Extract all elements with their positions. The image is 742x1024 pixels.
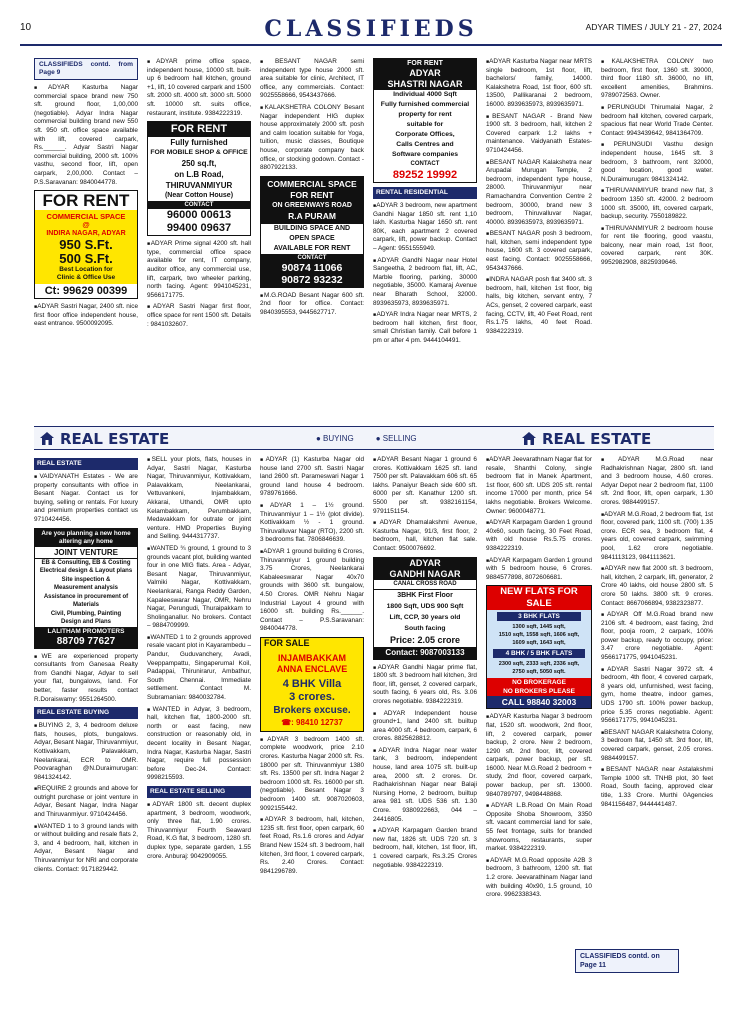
top-c3-list-c: [260, 292, 364, 318]
classified-listing: ■ PERUNGUDI Thirumalai Nagar, 2 bedroom hall kitchen, covered carpark, spacious flat near World Trade Center. Contact: 9943439642, 9841364709.: [601, 104, 713, 138]
ad-phone: 89252 19992: [392, 169, 458, 181]
ad-phone: 88709 77627: [35, 636, 137, 648]
ad-heading: FOR SALE: [264, 637, 310, 648]
bottom-c3-list: [260, 456, 364, 634]
banner-tags: [316, 434, 439, 443]
classified-listing: ■ WANTED in Adyar, 3 bedroom, hall, kitchen flat, 1800-2000 sft. north or east facing, new construction or reasonably old, in decent locality in Besant Nagar, Indra Nagar, Kasturba Nagar, Sastri Nagar, require full possession before Dec-24. Contact: 9998215593.: [147, 706, 251, 783]
classified-listing: ■ ADYAR 1800 sft. decent duplex apartment, 3 bedroom, woodwork, only three flat, 1.90 crores. Thiruvanmiyur Fourth Seaward Road, K.G flat, 3 bedroom, 1280 sft. duplex type, separate garden, 1.55 crore. Anburaj: 9042909055.: [147, 801, 251, 861]
ad-phone-2: 90872 93232: [261, 274, 363, 287]
ad-sub-1: 3 BHK FLATS: [497, 612, 581, 621]
ad-line-3: Site inspection &: [61, 576, 111, 583]
top-column-1: [34, 58, 138, 418]
bottom-c3-list-b: [260, 736, 364, 877]
classified-listing: ■ ADYAR Sastri Nagar first floor, office space for rent 1500 sft. Details : 9841032607.: [147, 303, 251, 329]
ad-line-3: ON GREENWAYS ROAD: [261, 201, 363, 211]
classified-listing: ■ WANTED ¾ ground, 1 ground to 3 grounds vacant plot, building wanted four in one MIG flats. Area - Adyar, Besant Nagar, Thiruvanmiyur, Valmiki Nagar, Kottivakkam, Neelankarai, Ranga Reddy Garden, Kapaleeswarar Nagar, OMR, Nehru Nagar, Perungudi, Thuraipakkam to Sholinganallur. No brokers. Contact – 9884709999.: [147, 545, 251, 631]
ad-joint-venture: [34, 528, 138, 649]
classified-listing: ■ BESANT NAGAR Kalakshetra near Arupadai Murugan Temple, 2 bedroom, independent type house, 28000. Thiruvanmiyur near Ramachandra Convention Centre 2 bedroom, 30000, brand new 3 bedroom, Thiruvalluvar Nagar, 40000. 8939635973, 8939635971.: [486, 159, 592, 228]
classified-listing: ■ BUYING 2, 3, 4 bedroom deluxe flats, houses, plots, bungalows. Adyar, Besant Nagar, Thiruvanmiyur, Kottivakkam, Palavakkam, Neelankarai, ECR to OMR. Poovaraghan @N.Duraimurugan: 9841324142.: [34, 722, 138, 782]
classified-listing: ■ ADYAR Indra Nagar near MRTS, 2 bedroom hall kitchen, first floor, small Christian family. Call before 1 pm or after 4 pm. 9444104491.: [373, 311, 477, 345]
ad-line-5: Brokers excuse.: [273, 704, 351, 716]
ad-line-1: Fully furnished: [170, 138, 228, 148]
bottom-c5-list: [486, 456, 592, 582]
ad-note-1: NO BROKERAGE: [487, 678, 591, 687]
ad-line-6: OPEN SPACE: [289, 234, 335, 242]
top-c2-list-c: [147, 303, 251, 329]
ad-phone: Ct: 99629 00399: [44, 285, 128, 298]
ad-line-3: Lift, CCP, 30 years old: [389, 613, 461, 621]
top-column-3: [260, 58, 364, 418]
bottom-column-5: [486, 456, 592, 1016]
ad-line-2: Fully furnished commercial: [380, 101, 470, 108]
ad-line-3: 250 sq.ft,: [181, 159, 217, 169]
ad-line-8: Design and Plans: [60, 619, 111, 626]
ad-line-4: Measurement analysis: [53, 585, 119, 592]
classified-listing: ■ ADYAR (1) Kasturba Nagar old house land 2700 sft. Sastri Nagar land 2600 sft. Parameswari Nagar 1 ground land house 4 bedroom. 9789761666.: [260, 456, 364, 499]
ad-heading-2: GANDHI NAGAR: [374, 569, 476, 580]
classified-listing: ■ ADYAR 3 bedroom, new apartment Gandhi Nagar 1850 sft. rent 1,10 lakh. Kasturba Nagar 1650 sft. rent 80K, each apartment 2 covered carpark, lift, power backup. Contact – Agent: 9551555949.: [373, 202, 477, 254]
classified-listing: ■ SELL your plots, flats, houses in Adyar, Sastri Nagar, Kasturba Nagar, Thiruvanmiyur, Kottivakkam, Palavakkam, Neelankarai, Vettuvankeni, Injambakkam, Akkarai, Uthandi, OMR upto Kelambakkam, Perumbakkam, Medavakkam for outrate or joint venture. HMD Properties Buying and Selling. 9444317737.: [147, 456, 251, 542]
classified-listing: ■ WANTED 1 to 2 grounds approved resale vacant plot in Kayarambedu – Pandur, Guduvanchery, Avadi, Veeppampattu, Singaperumal Koil, Padappai, Thirunirarur, Ambathur, South Chennai. Immediate settlement. Contact M. Subramanian: 9840032784.: [147, 634, 251, 703]
classified-listing: ■ ADYAR Karpagam Garden brand new flat, 1826 sft. UDS 720 sft. 3 bedroom, hall, kitchen, 1st floor, lift, 1 covered carpark, Rs.3.25 Crores negotiable. 9384222319.: [373, 827, 477, 870]
ad-line-7: Civil, Plumbing, Painting: [50, 610, 122, 617]
classified-listing: ■ ADYAR Independent house ground+1, land 2400 sft. builtup area 4000 sft. 4 bedroom, carpark, 6 crores. 8825628812.: [373, 710, 477, 744]
classified-listing: ■ ADYAR M.G.Road near Radhakrishnan Nagar, 2800 sft. land and 3 bedroom house, 4.60 crores. Adyar Depot near 2 bedroom flat, 1100 sft. 2nd floor, lift, open carpark, 1.30 crores. 9884499157.: [601, 456, 713, 508]
classified-listing: ■ BESANT NAGAR - Brand New 1900 sft. 3 bedroom, hall, kitchen 2 Covered carpark 1.2 lakhs + maintenance. Vaidyanath Estates- 9710424456.: [486, 113, 592, 156]
ad-line-5: Corporate Offices,: [395, 131, 455, 138]
ad-line-4: 2300 sqft, 2333 sqft, 2336 sqft,: [498, 661, 580, 668]
masthead-rule: [20, 44, 722, 46]
classified-listing: ■ ADYAR Dhamalakshmi Avenue, Kasturba Nagar, 91/3, first floor, 2 bedroom, hall, kitchen flat sale. Contact: 9500076692.: [373, 519, 477, 553]
top-column-5: [486, 58, 592, 418]
bottom-column-3: [260, 456, 364, 1016]
top-c2-list: [147, 58, 251, 118]
banner-right-title: REAL ESTATE: [542, 430, 652, 448]
ad-note-1: Best Location for: [59, 266, 113, 274]
classified-listing: ■ ADYAR 3 bedroom, hall, kitchen, 1235 sft. first floor, open carpark, 60 feet Road, Rs.1.6 crores and Adyar Brand New 1524 sft. 3 bedroom, hall kitchen, 3rd floor, 1 covered carpark, Rs. 2.40 Crores. Contact: 9841296789.: [260, 816, 364, 876]
ad-line-2: 1800 Sqft, UDS 900 Sqft: [386, 602, 464, 610]
top-c1-list-b: [34, 303, 138, 329]
classified-listing: ■ BESANT NAGAR semi independent type house 2000 sft. area suitable for clinic, Architect, IT office, any commercials. Contact: 9025558666, 9543437666.: [260, 58, 364, 101]
classified-listing: ■ ADYAR Prime signal 4200 sft. hall type, commercial office space available for rent, IT company, auditor office, any commercial use, lift, carpark, two wheeler parking, north facing. Agent: 9941045231, 9566171775.: [147, 240, 251, 300]
ad-line-4: suitable for: [406, 121, 444, 128]
date-line: ADYAR TIMES / JULY 21 - 27, 2024: [585, 22, 722, 32]
ad-size-1: 950 S.Ft.: [59, 237, 113, 253]
top-c2-list-b: [147, 240, 251, 300]
classified-listing: ■ ADYAR 3 bedroom 1400 sft. complete woodwork, price 2.10 crores. Kasturba Nagar 2000 sft. Rs. 18000 per sft. Thiruvanmiyur 1380 sft. Rs. 13500 per sft. Indra Nagar 2 bedroom 1000 sft. Rs. 16000 per sft. (negotiable). Besant Nagar 3 bedroom 1400 sft. 9087020603, 9092155442.: [260, 736, 364, 813]
classified-listing: ■ ADYAR Karpagam Garden 1 ground with 5 bedroom house, 6 Crores. 9884577898, 8072606681.: [486, 557, 592, 583]
ad-injambakkam-villa: [260, 637, 364, 732]
classified-listing: ■ WE are experienced property consultants from Ganesaa Realty from Gandhi Nagar, Adyar to sell your flat, bungalows, land. For better, faster results contact R.Doraiswamy: 9551264500.: [34, 653, 138, 705]
ad-phone-2: 99400 09637: [166, 222, 232, 235]
bottom-c1-list: [34, 473, 138, 525]
bottom-column-1: [34, 456, 138, 1016]
classified-listing: ■ BESANT NAGAR Kalakshetra Colony, 3 bedroom flat, 1450 sft. 3rd floor, lift, covered carpark, genset, 2.05 crores. 9884499157.: [601, 729, 713, 763]
classified-listing: ■ REQUIRE 2 grounds and above for outright purchase or joint venture in Adyar, Besant Nagar, Indra Nagar and Thiruvanmiyur. 9710424456.: [34, 785, 138, 819]
ad-phone-1: 90874 11066: [261, 262, 363, 274]
ad-line-5: BUILDING SPACE AND: [273, 224, 351, 232]
house-icon: [520, 430, 538, 446]
ad-line-4: on L.B Road,: [174, 170, 224, 180]
ad-line-6: Calls Centres and: [396, 141, 454, 148]
ad-line-3: property for rent: [398, 111, 452, 118]
ad-line-6: (Near Cotton House): [164, 192, 234, 200]
ad-title: JOINT VENTURE: [35, 547, 137, 559]
ad-subheading: COMMERCIAL SPACE: [46, 212, 126, 222]
ad-heading-2: ADYAR: [374, 68, 476, 79]
classified-listing: ■ KALAKSHETRA COLONY Besant Nagar independent HIG duplex house approximately 2000 sft. posh and calm location suitable for Yoga, tuition, music classes, Boutique house, corporate company back office, or stocking godown. Contact - 8807922133.: [260, 104, 364, 173]
classified-listing: ■ ADYAR Gandhi Nagar prime flat, 1800 sft. 3 bedroom hall kitchen, 3rd floor, lift, genset, 2 covered carpark, south facing, 6 years old, Rs. 3.06 crores negotiable. 9384222319.: [373, 664, 477, 707]
bottom-c4-list-b: [373, 664, 477, 871]
classified-listing: ■ ADYAR L.B.Road On Main Road Opposite Shoba Showroom, 3350 sft. vacant commercial land for sale, 55 feet frontage, suits for branded showrooms, restaurants, super market. 9384222319.: [486, 802, 592, 854]
ad-line-1: 1300 sqft, 1445 sqft,: [512, 624, 566, 631]
ad-contact-label: CONTACT: [148, 201, 250, 209]
ad-line-1: Individual 4000 Sqft: [393, 91, 457, 98]
ad-note-2: Clinic & Office Use: [56, 274, 116, 282]
ad-location: INDIRA NAGAR, ADYAR: [46, 230, 126, 238]
classified-listing: ■ ADYAR Sastri Nagar 3972 sft. 4 bedroom, 4th floor, 4 covered carpark, 8 years old, unfurnished, west facing, gym, home theatre, indoor games, UDS 1790 sft. 100% power backup, price 5.35 crores negotiable. Agent: 9566171775, 9941045231.: [601, 666, 713, 726]
ad-contact-label: CONTACT: [410, 161, 440, 167]
house-icon: [38, 430, 56, 446]
ad-line-6: Materials: [72, 602, 99, 609]
classified-listing: ■ PERUNGUDI Vasthu design independent house, 1645 sft. 3 bedroom, 3 bathroom, rent 32000, good location, good water. N.Duraimurugan: 9841324142.: [601, 141, 713, 184]
ad-price: Price: 2.05 crore: [389, 634, 461, 645]
masthead: [20, 14, 722, 48]
ad-line-1: 3BHK First Floor: [397, 591, 453, 599]
ad-heading-3: CANAL CROSS ROAD: [374, 580, 476, 590]
section-heading-selling: REAL ESTATE SELLING: [147, 786, 251, 798]
tag-buying: ● BUYING: [316, 434, 354, 443]
ad-contact-label: CONTACT: [261, 254, 363, 262]
ad-heading-3: SHASTRI NAGAR: [374, 79, 476, 90]
classified-listing: ■ ADYAR Gandhi Nagar near Hotel Sangeetha, 2 bedroom flat, lift, AC, Marble flooring, parking, 30000 negotiable, 35000. Kamaraj Avenue near Bharath School, 32000. 8939635973, 8939635971.: [373, 257, 477, 309]
ad-heading: NEW FLATS FOR SALE: [487, 586, 591, 610]
classified-listing: ■ INDRA NAGAR posh flat 3400 sft. 3 bedroom, hall, kitchen 1st floor, big halls, big kitchen, servant entry, 7 ACs, genset, 2 covered carpark, east facing, CCTV, lift, 40 Feet Road, rent Rs.1.75 lakhs, 40 feet Road. 9384222319.: [486, 276, 592, 336]
tag-selling: ● SELLING: [375, 434, 417, 443]
ad-line-2: FOR RENT: [261, 190, 363, 201]
classified-listing: ■ THIRUVANMIYUR brand new flat, 3 bedroom 1350 sft. 42000. 2 bedroom 1000 sft. 35000, lift, covered carpark, backup, security. 7550189822.: [601, 187, 713, 221]
top-c1-list: [34, 84, 138, 187]
ad-line-2: 1510 sqft, 1558 sqft, 1606 sqft,: [498, 632, 580, 639]
classified-listing: ■ KALAKSHETRA COLONY two bedroom, first floor, 1360 sft. 39000, third floor 1180 sft. 36000, no lift, excellent amenities, Brahmins. 9789072563. Owner.: [601, 58, 713, 101]
ad-phone: Contact: 9087003133: [374, 647, 476, 659]
bottom-c2-list-b: [147, 801, 251, 861]
bottom-c1-list-c: [34, 722, 138, 874]
contd-on-link[interactable]: CLASSIFIEDS contd. on Page 11: [575, 949, 679, 973]
classified-listing: ■ ADYAR new flat 2000 sft. 3 bedroom, hall, kitchen, 2 carpark, lift, generator, 2 Crore 40 lakhs, old house 2800 sft. 5 crore 50 lakhs. 3800 sft. 9 crores. Contact: 8667066894, 9382323877.: [601, 565, 713, 608]
ad-company: LALITHAM PROMOTERS: [35, 627, 137, 636]
bottom-column-2: [147, 456, 251, 1016]
ad-heading: Are you planning a new home altering any home: [35, 529, 137, 547]
top-c4-list: [373, 202, 477, 346]
classified-listing: ■ ADYAR prime office space, independent house, 10000 sft. built-up 6 bedroom hall kitchen, ground +1, lift, 10 covered carpark and 1500 sft. 2000 sft. 4000 sft. 3000 sft. 5000 sft. 10000 sft. suits office, restaurant, institute. 9384222319.: [147, 58, 251, 118]
classified-listing: ■ THIRUVANMIYUR 2 bedroom house for rent tile flooring, good vaastu, balcony, near main road, 1st floor, covered carpark, rent 30K. 9952982908, 8825939646.: [601, 225, 713, 268]
classified-listing: ■ WANTED 1 to 3 ground lands with or without building and resale flats 2, 3, and 4 bedroom, hall, kitchen in Adyar, Besant Nagar and Thiruvanmiyur for NRI and corporate clients. Contact: 9171829442.: [34, 823, 138, 875]
section-heading-rental: RENTAL RESIDENTIAL: [373, 187, 477, 199]
ad-heading: ADYAR: [374, 558, 476, 569]
ad-line-5: 2750 sqft, 5050 sqft.: [512, 669, 566, 676]
ad-line-4: R.A PURAM: [261, 211, 363, 224]
ad-phone: CALL 98840 32003: [487, 696, 591, 708]
bottom-c4-list: [373, 456, 477, 554]
ad-line-7: Software companies: [391, 151, 459, 158]
ad-line-1: INJAMBAKKAM: [278, 652, 346, 663]
ad-phone: ☎: 98410 12737: [281, 717, 343, 727]
classified-listing: ■ ADYAR 1 – 1½ ground. Thiruvanmiyur 1 – 1½ (plot divide). Kottivakkam ½ - 1 ground. Thiruvalluvar Nagar (RTO), 2200 sft. 3 bedrooms flat. 7806846639.: [260, 502, 364, 545]
ad-heading: FOR RENT: [148, 122, 250, 137]
classified-listing: ■ ADYAR 1 ground building 6 Crores, Thiruvanmiyur 1 ground building 3.75 Crores, Neelankarai Kabaleeswarar Nagar 40x70 grounds with 3600 sft. bungalow, 4.50 Crores. OMR Nehru Nagar Industrial Layout 4 ground with 16000 sft. building Rs.______. Contact – P.S.Saravanan: 9840044778.: [260, 548, 364, 634]
ad-size-2: 500 S.Ft.: [59, 251, 113, 267]
classified-listing: ■ M.G.ROAD Besant Nagar 600 sft. 2nd floor for office. Contact: 9840395553, 9445627717.: [260, 292, 364, 318]
ad-shastri-nagar: [373, 58, 477, 183]
classified-listing: ■ ADYAR Indra Nagar near water tank, 3 bedroom, independent house, land area 1075 sft. built-up area, 2000 sft. 2 crores. Dr. Radhakrishnan Nagar near Balaji Nursing Home, 2 bedroom, builtup area 981 sft. UDS 536 sft. 1.30 Crore. 9380922663, 044 – 24416805.: [373, 747, 477, 824]
top-column-6: [601, 58, 713, 418]
bottom-c6-list: [601, 456, 713, 809]
section-heading-buying: REAL ESTATE BUYING: [34, 707, 138, 719]
ad-new-flats: [486, 585, 592, 709]
ad-line-5: THIRUVANMIYUR: [165, 181, 233, 191]
ad-heading: FOR RENT: [42, 191, 130, 211]
ad-line-2: ANNA ENCLAVE: [276, 663, 348, 674]
ad-note-2: NO BROKERS PLEASE: [487, 687, 591, 696]
ad-line-2: FOR MOBILE SHOP & OFFICE: [150, 149, 248, 157]
ad-line-4: South facing: [404, 624, 446, 632]
classified-listing: ■ ADYAR Jeevarathnam Nagar flat for resale, Shanthi Colony, single bedroom flat in Manek Apartment, 1st floor, 600 sft. UDS 205 sft. rental income 17000 per month, price 54 lakhs negotiable. Brokers Welcome. Owner: 9600048771.: [486, 456, 592, 516]
bottom-c1-list-b: [34, 653, 138, 705]
classified-listing: ■ ADYAR Kasturba Nagar 3 bedroom flat, 1520 sft. woodwork, 2nd floor, lift, 2 covered carpark, power backup, 2 crore. New 2 bedroom, 1290 sft. 2nd floor, lift, covered carpark, power backup, per sft. 16000. Near M.G.Road 2 bedroom + study, 2nd floor, covered carpark, power backup, per sft. 13000. 9840789797, 9498448868.: [486, 713, 592, 799]
ad-line-3: 1609 sqft, 1643 sqft,: [512, 640, 566, 647]
banner-left-title: REAL ESTATE: [60, 430, 170, 448]
ad-mobile-shop: [147, 121, 251, 236]
classified-listing: ■ ADYAR Sastri Nagar, 2400 sft. nice first floor office independent house, east entrance. 9500092095.: [34, 303, 138, 329]
classified-listing: ■ BESANT NAGAR posh 3 bedroom, hall, kitchen, semi independent type house, 1600 sft. 3 covered carpark, east facing. Contact: 9025558666, 9543437666.: [486, 230, 592, 273]
bottom-column-6: [601, 456, 713, 944]
section-heading-real-estate: REAL ESTATE: [34, 458, 138, 470]
top-c6-list: [601, 58, 713, 268]
ad-line-5: Assistance in procurement of: [43, 593, 129, 600]
classified-listing: ■ BESANT NAGAR near Astalakshmi Temple 1000 sft. TNHB plot, 30 feet Road, South facing, approved clear title, 1.33 Crore. Murthi 0Agencies 9841156487, 9444441487.: [601, 766, 713, 809]
ad-gandhi-nagar: [373, 557, 477, 660]
ad-phone-1: 96000 00613: [166, 209, 232, 222]
ad-at: @: [82, 220, 90, 230]
classified-listing: ■ ADYAR Kasturba Nagar commercial space brand new 750 sft. ground floor, 1,00,000 (negotiable). Adyar Indra Nagar commercial building brand new 550 sft. 950 sft. office space available with lift, covered carpark, Rs.______. Adyar Sastri Nagar commercial building, 2000 sft. 100% vasthu, second floor, lift, open carpark, 2,00,000. Contact – P.S.Saravanan: 9840044778.: [34, 84, 138, 187]
ad-line-7: AVAILABLE FOR RENT: [273, 244, 351, 252]
classified-listing: ■ VAIDYANATH Estates - We are property consultants with office in Besant Nagar. Contact us for buying, selling or rentals. For luxury and premium properties contact us 9710424456.: [34, 473, 138, 525]
classified-listing: ■ ADYAR Off M.G.Road brand new 2106 sft. 4 bedroom, east facing, 2nd floor, pooja room, 2 carpark, 100% power backup, ready to occupy, price: 3.47 crore negotiable. Agent: 9566171775, 9941045231.: [601, 611, 713, 663]
ad-heading: FOR RENT: [374, 59, 476, 68]
contd-from-link[interactable]: CLASSIFIEDS contd. from Page 9: [34, 58, 138, 80]
top-c3-list: [260, 58, 364, 101]
ad-line-2: Electrical design & Layout plans: [39, 568, 133, 575]
classified-listing: ■ ADYAR Karpagam Garden 1 ground 40x60, south facing, 30 Feet Road, with old house Rs.5.75 crores. 9384222319.: [486, 519, 592, 553]
top-c3-list-b: [260, 104, 364, 173]
page-number: 10: [20, 22, 32, 33]
page-title: CLASSIFIEDS: [264, 16, 478, 42]
ad-sub-2: 4 BHK / 5 BHK FLATS: [493, 649, 585, 658]
ad-indira-nagar: [34, 190, 138, 299]
ad-greenways-road: [260, 176, 364, 288]
bottom-c2-list: [147, 456, 251, 783]
ad-line-3: 4 BHK Villa: [282, 677, 342, 690]
bottom-column-4: [373, 456, 477, 1016]
top-column-4: [373, 58, 477, 418]
top-column-2: [147, 58, 251, 418]
ad-line-4: 3 crores.: [289, 690, 335, 703]
ad-line-1: EB & Consulting, EB & Costing: [41, 559, 131, 566]
classified-listing: ■ ADYAR Besant Nagar 1 ground 6 crores. Kottivakkam 1625 sft. land 7500 per sft. Palavakkam 606 sft. 65 lakhs. Panaiyur Beach side 600 sft. 6000 per sft. Kanathur 1200 sft. 5500 per sft. 9382161154, 9791151154.: [373, 456, 477, 516]
bottom-c5-list-b: [486, 713, 592, 899]
top-c5-list: [486, 58, 592, 336]
classified-listing: ■ ADYAR Kasturba Nagar near MRTS single bedroom, 1st floor, lift, bachelors/ family, 14000. Kalakshetra Road, 1st floor, 600 sft. 13500, Pallikaranai 2 bedroom, 16000. 8939635973, 8939635971.: [486, 58, 592, 110]
real-estate-banner: [34, 426, 714, 450]
classified-listing: ■ ADYAR M.G.Road, 2 bedroom flat, 1st floor, covered park, 1100 sft. (700) 1.35 crore. ECR sea, 3 bedroom flat, 4 years old, covered carpark, swimming pool, 1.62 crore negotiable. 9841113123, 9841113621.: [601, 511, 713, 563]
classified-listing: ■ ADYAR M.G.Road opposite A2B 3 bedroom, 3 bathroom, 1200 sft. flat 1.2 crore. Jeevarathinam Nagar land with building 40x90, 1.5 ground, 10 crore. 9962338343.: [486, 857, 592, 900]
ad-line-1: COMMERCIAL SPACE: [261, 177, 363, 190]
